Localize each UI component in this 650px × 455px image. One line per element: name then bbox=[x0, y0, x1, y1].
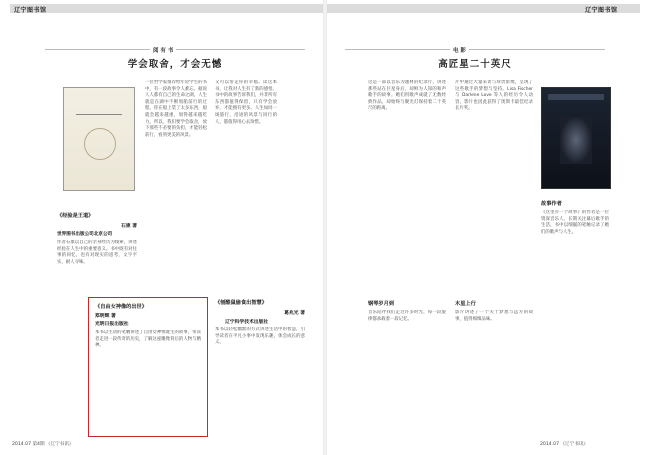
right-sub2-text: 影片讲述了一个关于梦想与远方的故事，值得细细品味。 bbox=[455, 310, 533, 322]
left-header-brand: 辽宁图书馆 bbox=[14, 7, 47, 14]
book-cover-image bbox=[63, 87, 135, 191]
rec-box-heading: 《自由女神像的出世》 bbox=[95, 304, 147, 310]
right-sidebar-text: 《这里有一个故事》的作者是一位资深音乐人，长期关注幕后歌手的生活，书中以细腻的笔触记录了她们的歌声与人生。 bbox=[541, 210, 609, 235]
left-header-bar bbox=[10, 4, 323, 13]
left-sidebar-author: 石康 著 bbox=[120, 224, 137, 229]
rec-box-publisher: 光明日报出版社 bbox=[95, 322, 129, 327]
left-bottom-text: 本书以轻松幽默的方式讲述生活中的智慧，引导读者在平凡小事中发现乐趣，体会成长的意义。 bbox=[215, 327, 305, 346]
right-sidebar-heading: 故事作者 bbox=[541, 201, 562, 207]
book-cover-ornament bbox=[84, 128, 116, 160]
right-page-title: 高匠星二十英尺 bbox=[438, 59, 512, 70]
left-sidebar-text: 作者石康以自己的亲身经历为线索，讲述经验在人生中的重要意义。书中既有对往事的回忆，也有对现实的思考，文字平实，耐人寻味。 bbox=[57, 240, 137, 265]
right-sub1-heading: 钢琴岁月到 bbox=[368, 301, 394, 307]
rec-box-text: 本书以生动的笔触讲述了自由女神像诞生的故事，带读者走进一段传奇的历史，了解这座雕像背后的人物与精神。 bbox=[95, 330, 201, 349]
poster-figure bbox=[560, 116, 592, 164]
right-sub2-heading: 木星上行 bbox=[455, 301, 476, 307]
right-sub1-text: 音乐陪伴我们走过许多时光，每一段旋律都承载着一段记忆。 bbox=[368, 310, 446, 322]
left-sidebar-publisher: 世界图书出版公司北京公司 bbox=[57, 232, 113, 237]
right-header-brand: 辽宁图书馆 bbox=[585, 7, 618, 14]
left-body-col2: 又可以带走你的幸福。读这本书，让我对人生有了新的感悟。书中的故事告诉我们，并非所有东西都值得保留，只有学会放弃，才能拥有更多。人生如同一场旅行，沿途的风景与同行的人，都值得用心去珍惜。 bbox=[215, 80, 277, 125]
right-footer: 2014.07 《辽宁书讯》 bbox=[540, 442, 589, 447]
film-poster-image bbox=[541, 87, 611, 189]
poster-title-band bbox=[548, 94, 604, 100]
left-page-title: 学会取舍，才会无憾 bbox=[127, 59, 223, 70]
rec-box-author: 郑明辉 著 bbox=[95, 314, 116, 319]
left-section-label: 阅 有 书 bbox=[150, 46, 176, 54]
left-sidebar-heading: 《经验是王道》 bbox=[57, 213, 94, 219]
left-footer: 2014.07 第4期 《辽宁书讯》 bbox=[12, 442, 74, 447]
recommendation-box bbox=[88, 297, 208, 437]
right-body-col1: 这是一部以音乐为题材的纪录片，讲述那些站在巨星身后、却鲜为人知的和声歌手的故事。她们用歌声成就了无数经典作品，却始终与聚光灯保持着二十英尺的距离。 bbox=[368, 80, 446, 112]
left-bottom-heading: 《刨酷鼠偷食出智慧》 bbox=[215, 300, 267, 306]
right-section-label: 电 影 bbox=[450, 46, 469, 54]
left-bottom-author: 葛兆光 著 bbox=[284, 311, 305, 316]
left-bottom-publisher: 辽宁科学技术出版社 bbox=[225, 320, 269, 325]
right-body-col2: 片中通过大量采访与珍贵影像，呈现了这些歌手的梦想与坚持。Lisa Fischer 与 Darlene Love 等人的经历令人动容，影片也因此获得了奥斯卡最佳纪录长片奖。 bbox=[455, 80, 533, 112]
page-gutter bbox=[323, 0, 327, 455]
right-section-rule bbox=[345, 49, 605, 50]
book-cover-title-art bbox=[76, 98, 122, 115]
left-body-col1: 一位哲学家推荐给年轻学生的书中，有一段故事令人难忘。据说人人都有自己的生命之湖，人生就是在湖中不断划船前行的过程。你在船上装了太多东西，船就会越来越重，划得越来越吃力。所以，我们要学会取舍，放下那些不必要的负担，才能轻松前行，看到更美的风景。 bbox=[145, 80, 207, 138]
